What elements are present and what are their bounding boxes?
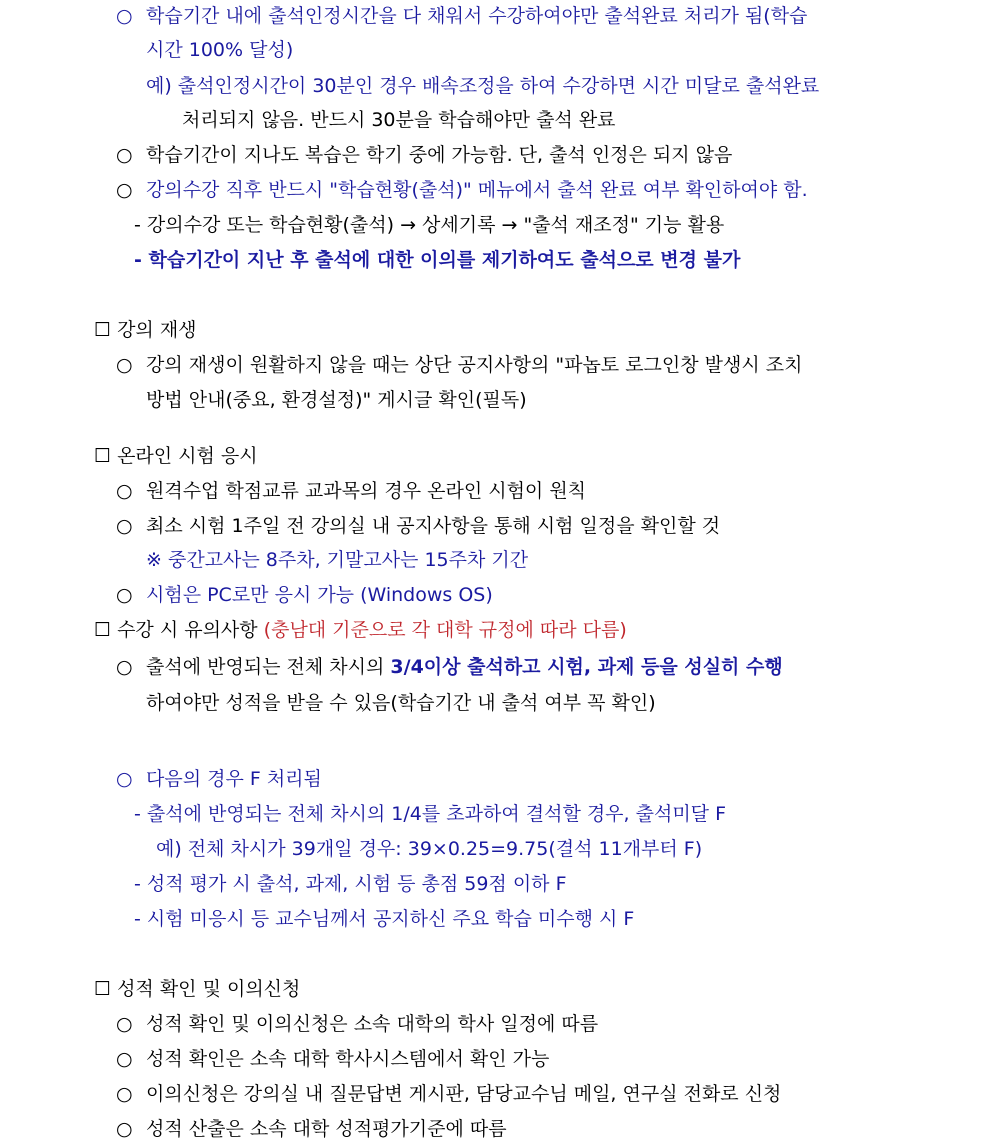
exam-line-3: ○ 시험은 PC로만 응시 가능 (Windows OS) <box>116 584 493 606</box>
circle-bullet-icon: ○ <box>116 1048 133 1070</box>
playback-line-1-cont: 방법 안내(중요, 환경설정)" 게시글 확인(필독) <box>146 389 527 411</box>
circle-bullet-icon: ○ <box>116 5 133 27</box>
attendance-line-1: ○ 학습기간 내에 출석인정시간을 다 채워서 수강하여야만 출석완료 처리가 됨(학습 <box>116 5 808 27</box>
caution-fail-2: - 성적 평가 시 출석, 과제, 시험 등 총점 59점 이하 F <box>134 873 567 895</box>
circle-bullet-icon: ○ <box>116 1083 133 1105</box>
circle-bullet-icon: ○ <box>116 179 133 201</box>
circle-bullet-icon: ○ <box>116 768 133 790</box>
circle-bullet-icon: ○ <box>116 1013 133 1035</box>
section-heading-caution: ☐ 수강 시 유의사항 (충남대 기준으로 각 대학 규정에 따라 다름) <box>94 619 627 641</box>
attendance-sub-2: - 학습기간이 지난 후 출석에 대한 이의를 제기하여도 출석으로 변경 불가 <box>134 249 741 271</box>
circle-bullet-icon: ○ <box>116 354 133 376</box>
attendance-sub-1: - 강의수강 또는 학습현황(출석) → 상세기록 → "출석 재조정" 기능 활용 <box>134 214 725 236</box>
attendance-example: 예) 출석인정시간이 30분인 경우 배속조정을 하여 수강하면 시간 미달로 출석완료 <box>146 75 820 97</box>
caution-fail-3: - 시험 미응시 등 교수님께서 공지하신 주요 학습 미수행 시 F <box>134 908 635 930</box>
circle-bullet-icon: ○ <box>116 515 133 537</box>
grades-line-1: ○ 성적 확인 및 이의신청은 소속 대학의 학사 일정에 따름 <box>116 1013 599 1035</box>
caution-line-1: ○ 출석에 반영되는 전체 차시의 3/4이상 출석하고 시험, 과제 등을 성실히 수행 <box>116 656 783 678</box>
grades-line-3: ○ 이의신청은 강의실 내 질문답변 게시판, 담당교수님 메일, 연구실 전화로 신청 <box>116 1083 782 1105</box>
attendance-line-2: ○ 학습기간이 지나도 복습은 학기 중에 가능함. 단, 출석 인정은 되지 않음 <box>116 144 733 166</box>
grades-line-4: ○ 성적 산출은 소속 대학 성적평가기준에 따름 <box>116 1118 507 1140</box>
caution-fail-1: - 출석에 반영되는 전체 차시의 1/4를 초과하여 결석할 경우, 출석미달 F <box>134 803 727 825</box>
circle-bullet-icon: ○ <box>116 144 133 166</box>
caution-heading-note: (충남대 기준으로 각 대학 규정에 따라 다름) <box>263 619 627 641</box>
circle-bullet-icon: ○ <box>116 480 133 502</box>
grades-line-2: ○ 성적 확인은 소속 대학 학사시스템에서 확인 가능 <box>116 1048 550 1070</box>
section-heading-grades: ☐ 성적 확인 및 이의신청 <box>94 978 301 1000</box>
attendance-example-cont: 처리되지 않음. 반드시 30분을 학습해야만 출석 완료 <box>182 109 616 131</box>
attendance-line-3: ○ 강의수강 직후 반드시 "학습현황(출석)" 메뉴에서 출석 완료 여부 확인하여야 함. <box>116 179 808 201</box>
circle-bullet-icon: ○ <box>116 584 133 606</box>
circle-bullet-icon: ○ <box>116 1118 133 1140</box>
caution-line-1-cont: 하여야만 성적을 받을 수 있음(학습기간 내 출석 여부 꼭 확인) <box>146 692 656 714</box>
attendance-line-1-cont: 시간 100% 달성) <box>146 39 294 61</box>
exam-line-1: ○ 원격수업 학점교류 교과목의 경우 온라인 시험이 원칙 <box>116 480 587 502</box>
playback-line-1: ○ 강의 재생이 원활하지 않을 때는 상단 공지사항의 "파놉토 로그인창 발생시 조치 <box>116 354 803 376</box>
exam-note: ※ 중간고사는 8주차, 기말고사는 15주차 기간 <box>146 549 529 571</box>
caution-fail: ○ 다음의 경우 F 처리됨 <box>116 768 322 790</box>
section-heading-exam: ☐ 온라인 시험 응시 <box>94 445 258 467</box>
exam-line-2: ○ 최소 시험 1주일 전 강의실 내 공지사항을 통해 시험 일정을 확인할 것 <box>116 515 721 537</box>
circle-bullet-icon: ○ <box>116 656 133 678</box>
section-heading-playback: ☐ 강의 재생 <box>94 319 197 341</box>
caution-fail-example: 예) 전체 차시가 39개일 경우: 39×0.25=9.75(결석 11개부터 F) <box>156 838 703 860</box>
